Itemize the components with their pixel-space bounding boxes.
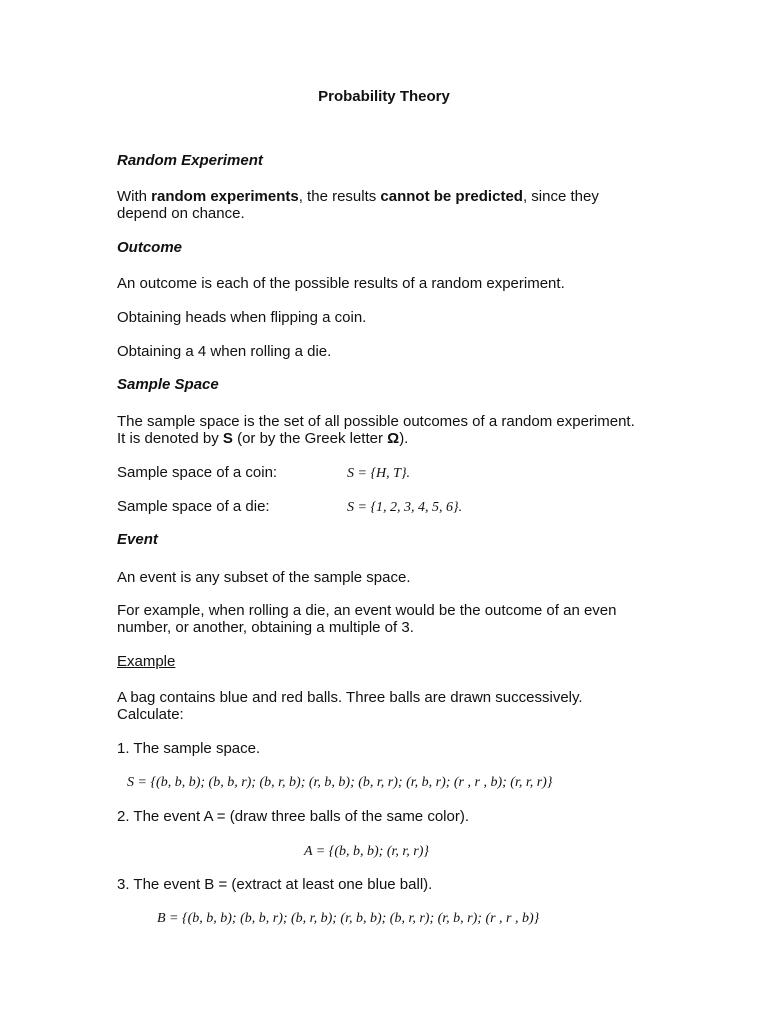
heading-outcome: Outcome [117, 239, 183, 256]
sample-space-definition-line1: The sample space is the set of all possible outcomes of a random experiment. [117, 413, 635, 430]
question-2: 2. The event A = (draw three balls of the same color). [117, 808, 469, 825]
coin-sample-space-label: Sample space of a coin: [117, 464, 278, 481]
outcome-example-2: Obtaining a 4 when rolling a die. [117, 343, 332, 360]
example-problem-line2: Calculate: [117, 706, 184, 723]
event-example-line2: number, or another, obtaining a multiple of 3. [117, 619, 414, 636]
question-2-formula: A = {(b, b, b); (r, r, r)} [304, 844, 429, 859]
event-example-line1: For example, when rolling a die, an event would be the outcome of an even [117, 602, 617, 619]
question-1-formula: S = {(b, b, b); (b, b, r); (b, r, b); (r, b, b); (b, r, r); (r, b, r); (r , r , b); (r, r, r)} [127, 775, 553, 790]
text-fragment: It is denoted by [117, 430, 223, 447]
event-definition: An event is any subset of the sample space. [117, 569, 411, 586]
heading-sample-space: Sample Space [117, 376, 219, 393]
page-title: Probability Theory [318, 88, 450, 105]
text-fragment: , since they [522, 188, 599, 205]
text-fragment: (or by the Greek letter [232, 430, 388, 447]
question-3-formula: B = {(b, b, b); (b, b, r); (b, r, b); (r, b, b); (b, r, r); (r, b, r); (r , r , b)} [157, 911, 540, 926]
text-fragment: ). [399, 430, 409, 447]
question-3: 3. The event B = (extract at least one blue ball). [117, 876, 433, 893]
bold-term: Ω [387, 430, 400, 447]
question-1: 1. The sample space. [117, 740, 261, 757]
outcome-example-1: Obtaining heads when flipping a coin. [117, 309, 367, 326]
die-sample-space-formula: S = {1, 2, 3, 4, 5, 6}. [347, 500, 463, 515]
bold-term: random experiments [151, 188, 299, 205]
text-fragment: , the results [298, 188, 381, 205]
die-sample-space-label: Sample space of a die: [117, 498, 270, 515]
heading-event: Event [117, 531, 158, 548]
paragraph-random-experiment-line2: depend on chance. [117, 205, 245, 222]
heading-random-experiment: Random Experiment [117, 152, 263, 169]
coin-sample-space-formula: S = {H, T}. [347, 466, 411, 481]
example-problem-line1: A bag contains blue and red balls. Three balls are drawn successively. [117, 689, 583, 706]
bold-term: S [222, 430, 233, 447]
heading-example: Example [117, 653, 176, 670]
sample-space-definition-line2 [117, 430, 408, 447]
bold-term: cannot be predicted [380, 188, 523, 205]
outcome-definition: An outcome is each of the possible results of a random experiment. [117, 275, 565, 292]
paragraph-random-experiment [117, 188, 599, 205]
text-fragment: With [117, 188, 152, 205]
